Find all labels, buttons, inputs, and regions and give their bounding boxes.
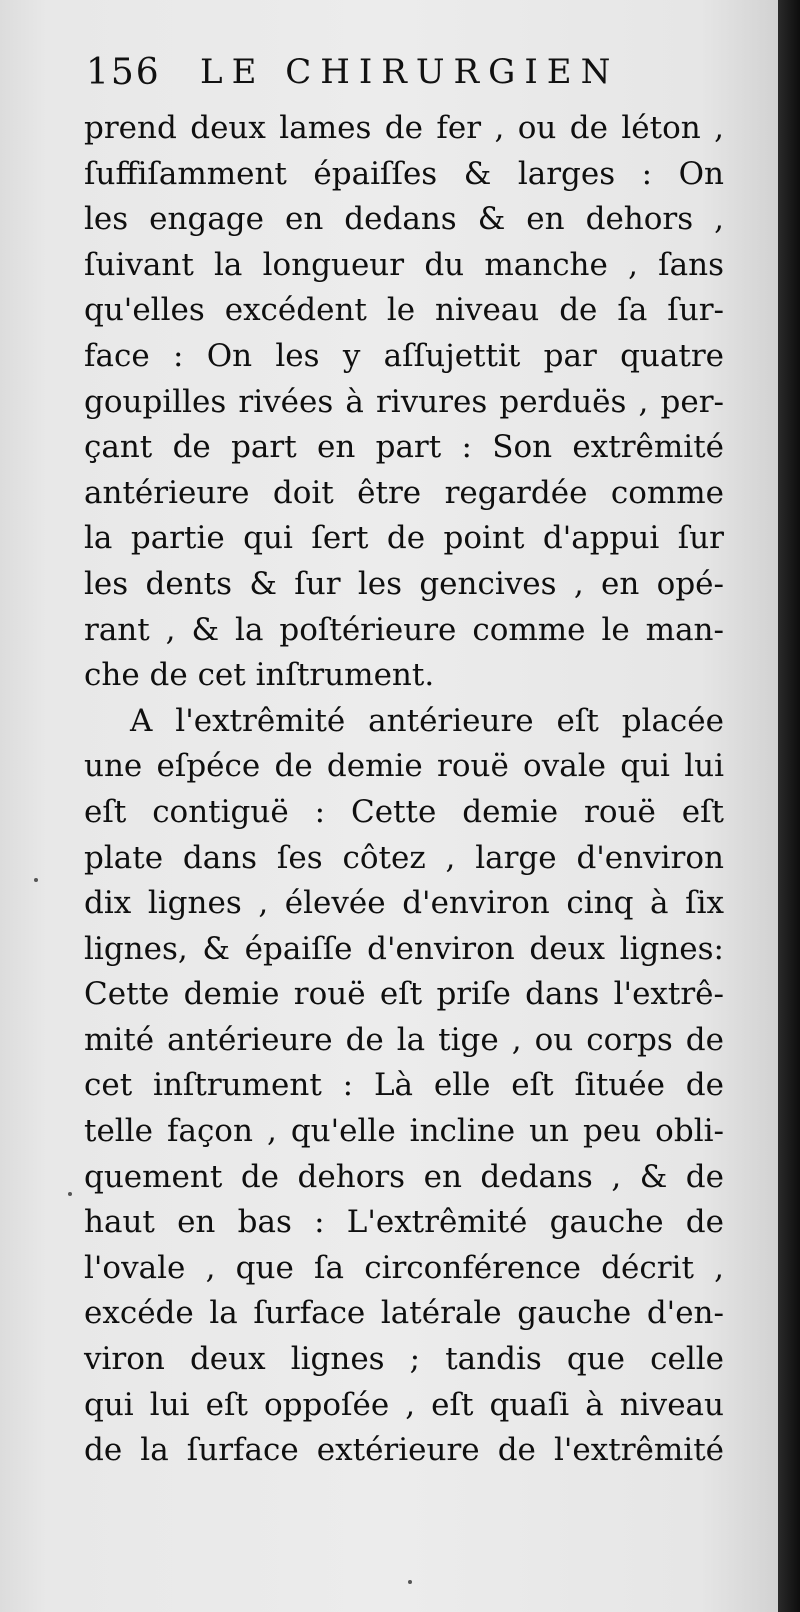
text-line: Cette demie rouë eſt priſe dans l'extrê- xyxy=(84,976,724,1013)
body-text xyxy=(84,106,724,1474)
text-line: lignes, & épaiſſe d'environ deux lignes: xyxy=(84,930,724,967)
text-line: rant , & la poſtérieure comme le man- xyxy=(84,611,724,648)
text-line: prend deux lames de fer , ou de léton , xyxy=(84,110,724,146)
text-line: les engage en dedans & en dehors , xyxy=(84,201,724,238)
text-line: dix lignes , élevée d'environ cinq à ſix xyxy=(84,885,724,922)
text-line: les dents & ſur les gencives , en opé- xyxy=(84,565,724,602)
text-line: une eſpéce de demie rouë ovale qui lui xyxy=(84,748,724,785)
text-line: cet inſtrument : Là elle eſt ſituée de xyxy=(84,1067,724,1104)
text-line: ſuivant la longueur du manche , ſans xyxy=(84,246,724,283)
paper-speck xyxy=(408,1580,412,1584)
text-line: qui lui eſt oppoſée , eſt quaſi à niveau xyxy=(84,1386,724,1423)
text-line: quement de dehors en dedans , & de xyxy=(84,1158,724,1195)
paper-speck xyxy=(34,878,38,882)
text-line: goupilles rivées à rivures perduës , per- xyxy=(84,383,724,420)
text-line: face : On les y aſſujettit par quatre xyxy=(84,337,724,374)
text-line: excéde la ſurface latérale gauche d'en- xyxy=(84,1295,724,1332)
text-line: eſt contiguë : Cette demie rouë eſt xyxy=(84,793,724,830)
page-header xyxy=(86,52,726,100)
text-line: viron deux lignes ; tandis que celle xyxy=(84,1341,724,1378)
text-line: l'ovale , que ſa circonférence décrit , xyxy=(84,1249,724,1286)
running-head: LE CHIRURGIEN xyxy=(200,52,620,92)
text-line: mité antérieure de la tige , ou corps de xyxy=(84,1021,724,1058)
text-line: la partie qui ſert de point d'appui ſur xyxy=(84,520,724,557)
page-edge-shadow xyxy=(778,0,800,1612)
text-line: çant de part en part : Son extrêmité xyxy=(84,429,724,466)
page-number: 156 xyxy=(86,52,161,93)
text-line: haut en bas : L'extrêmité gauche de xyxy=(84,1204,724,1241)
text-line: telle façon , qu'elle incline un peu obli- xyxy=(84,1113,724,1150)
text-line: de la ſurface extérieure de l'extrêmité xyxy=(84,1432,724,1469)
text-line: plate dans ſes côtez , large d'environ xyxy=(84,839,724,876)
text-line: che de cet inſtrument. xyxy=(84,657,435,694)
text-line: qu'elles excédent le niveau de ſa ſur- xyxy=(84,292,724,329)
text-line: antérieure doit être regardée comme xyxy=(84,474,724,511)
paper-speck xyxy=(68,1192,72,1196)
text-line: A l'extrêmité antérieure eſt placée xyxy=(130,702,724,739)
text-line: ſuffiſamment épaiſſes & larges : On xyxy=(84,155,724,192)
